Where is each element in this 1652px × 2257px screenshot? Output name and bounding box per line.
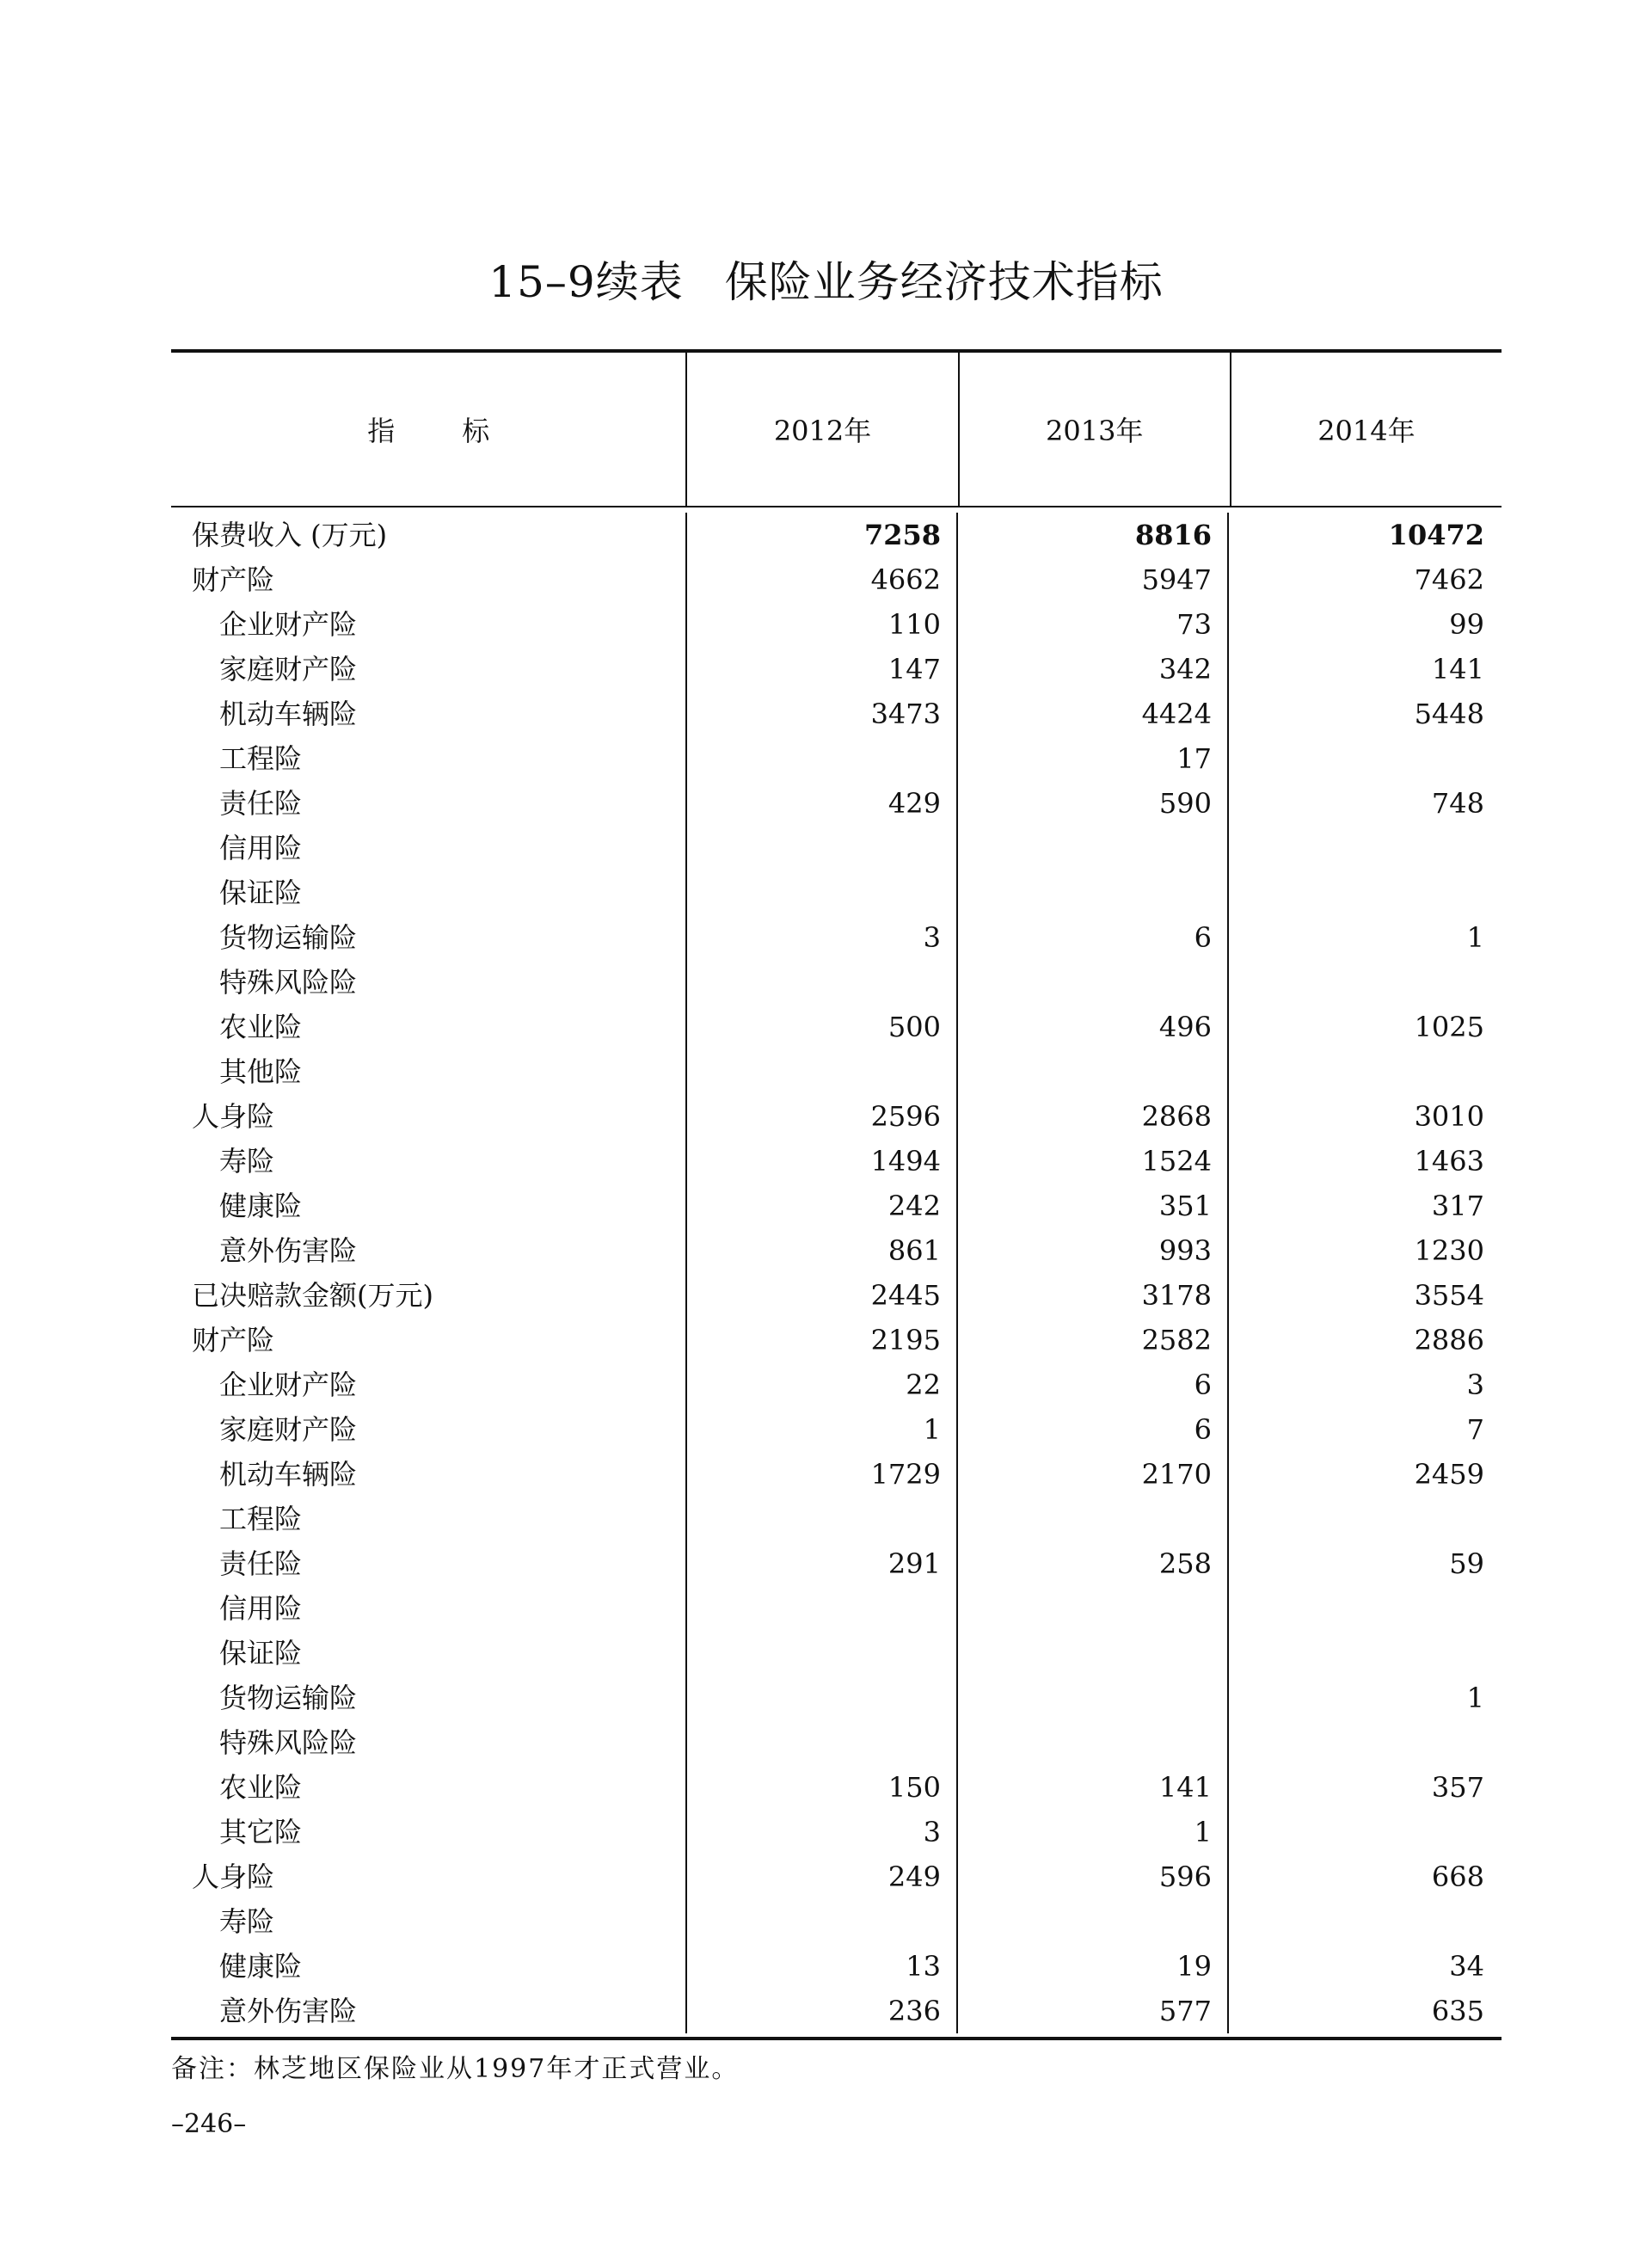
cell-value: 1524 (958, 1139, 1229, 1184)
cell-value: 496 (958, 1005, 1229, 1049)
cell-value: 1230 (1414, 1234, 1484, 1267)
cell-value: 3010 (1414, 1100, 1484, 1133)
cell-value (687, 1720, 958, 1765)
cell-value (958, 1049, 1229, 1094)
row-label: 信用险 (171, 1586, 687, 1631)
row-label: 健康险 (171, 1944, 687, 1989)
cell-value: 2886 (1414, 1324, 1484, 1356)
cell-value (1229, 1720, 1500, 1765)
cell-value: 141 (1431, 653, 1484, 686)
table-row (171, 1407, 1502, 1452)
table-row (171, 1586, 1502, 1631)
cell-value: 141 (958, 1765, 1229, 1810)
cell-value: 351 (958, 1184, 1229, 1228)
cell-value (1229, 1810, 1500, 1854)
cell-value (687, 870, 958, 915)
table-row (171, 1944, 1502, 1989)
cell-value: 2459 (1414, 1458, 1484, 1491)
cell-value: 236 (687, 1989, 958, 2033)
cell-value (1229, 1899, 1500, 1944)
cell-value (958, 1720, 1229, 1765)
row-label: 寿险 (171, 1899, 687, 1944)
cell-value: 1025 (1414, 1011, 1484, 1043)
table-row (171, 513, 1502, 557)
cell-value: 3178 (958, 1273, 1229, 1318)
indicator-table (171, 349, 1502, 2040)
cell-value: 2170 (958, 1452, 1229, 1497)
row-label: 财产险 (171, 557, 687, 602)
cell-value: 291 (687, 1541, 958, 1586)
table-code: 15–9续表 (488, 257, 684, 307)
cell-value: 577 (958, 1989, 1229, 2033)
cell-value: 3 (687, 915, 958, 960)
cell-value (687, 826, 958, 870)
cell-value (958, 1586, 1229, 1631)
cell-value: 249 (687, 1854, 958, 1899)
cell-value (687, 1049, 958, 1094)
cell-value: 6 (958, 1407, 1229, 1452)
row-label: 保证险 (171, 870, 687, 915)
cell-value: 59 (1449, 1547, 1484, 1580)
table-row (171, 1810, 1502, 1854)
header-year-2013: 2013年 (960, 353, 1231, 506)
cell-value: 2582 (958, 1318, 1229, 1362)
table-row (171, 1989, 1502, 2033)
cell-value: 6 (958, 1362, 1229, 1407)
table-row (171, 1362, 1502, 1407)
table-row (171, 826, 1502, 870)
cell-value: 3473 (687, 692, 958, 736)
cell-value: 596 (958, 1854, 1229, 1899)
row-label: 保证险 (171, 1631, 687, 1676)
cell-value: 10472 (1388, 519, 1484, 551)
table-row (171, 960, 1502, 1005)
table-row (171, 1273, 1502, 1318)
cell-value (958, 870, 1229, 915)
table-row (171, 1139, 1502, 1184)
cell-value: 34 (1449, 1950, 1484, 1983)
cell-value (958, 1497, 1229, 1541)
cell-value: 668 (1431, 1860, 1484, 1893)
row-label: 其它险 (171, 1810, 687, 1854)
cell-value (1229, 1497, 1500, 1541)
row-label: 意外伤害险 (171, 1989, 687, 2033)
cell-value: 8816 (958, 513, 1229, 557)
cell-value: 635 (1431, 1995, 1484, 2027)
cell-value: 19 (958, 1944, 1229, 1989)
table-row (171, 1318, 1502, 1362)
cell-value: 1463 (1414, 1145, 1484, 1178)
row-label: 货物运输险 (171, 1676, 687, 1720)
row-label: 特殊风险险 (171, 960, 687, 1005)
cell-value (687, 1497, 958, 1541)
cell-value (958, 1676, 1229, 1720)
cell-value: 317 (1431, 1190, 1484, 1222)
table-row (171, 1541, 1502, 1586)
row-label: 健康险 (171, 1184, 687, 1228)
cell-value: 748 (1431, 787, 1484, 820)
row-label: 机动车辆险 (171, 692, 687, 736)
cell-value: 150 (687, 1765, 958, 1810)
row-label: 人身险 (171, 1854, 687, 1899)
row-label: 货物运输险 (171, 915, 687, 960)
row-label: 工程险 (171, 1497, 687, 1541)
cell-value (1229, 1631, 1500, 1676)
cell-value: 2596 (687, 1094, 958, 1139)
table-row (171, 647, 1502, 692)
row-label: 已决赔款金额(万元) (171, 1273, 687, 1318)
table-row (171, 1497, 1502, 1541)
cell-value (958, 1631, 1229, 1676)
cell-value: 1 (958, 1810, 1229, 1854)
cell-value (958, 960, 1229, 1005)
table-row (171, 1720, 1502, 1765)
cell-value: 429 (687, 781, 958, 826)
table-row (171, 1854, 1502, 1899)
cell-value: 1494 (687, 1139, 958, 1184)
row-label: 企业财产险 (171, 602, 687, 647)
row-label: 信用险 (171, 826, 687, 870)
cell-value (958, 826, 1229, 870)
cell-value (1229, 736, 1500, 781)
table-row (171, 692, 1502, 736)
row-label: 农业险 (171, 1005, 687, 1049)
row-label: 特殊风险险 (171, 1720, 687, 1765)
header-year-2014: 2014年 (1317, 415, 1416, 447)
cell-value: 500 (687, 1005, 958, 1049)
cell-value: 3554 (1414, 1279, 1484, 1312)
table-row (171, 1005, 1502, 1049)
row-label: 寿险 (171, 1139, 687, 1184)
cell-value: 861 (687, 1228, 958, 1273)
cell-value: 7462 (1414, 563, 1484, 596)
cell-value: 4424 (958, 692, 1229, 736)
table-row (171, 870, 1502, 915)
cell-value: 6 (958, 915, 1229, 960)
cell-value (687, 1586, 958, 1631)
cell-value: 1 (1466, 921, 1484, 954)
cell-value: 17 (958, 736, 1229, 781)
table-row (171, 781, 1502, 826)
cell-value: 110 (687, 602, 958, 647)
cell-value: 99 (1449, 608, 1484, 641)
row-label: 人身险 (171, 1094, 687, 1139)
cell-value: 5947 (958, 557, 1229, 602)
cell-value (1229, 1586, 1500, 1631)
table-title: 保险业务经济技术指标 (724, 257, 1164, 307)
page-number: –246– (171, 2109, 247, 2139)
cell-value (1229, 1049, 1500, 1094)
cell-value (687, 960, 958, 1005)
cell-value: 3 (687, 1810, 958, 1854)
cell-value (687, 1676, 958, 1720)
cell-value: 7258 (687, 513, 958, 557)
cell-value: 242 (687, 1184, 958, 1228)
cell-value (1229, 960, 1500, 1005)
row-label: 其他险 (171, 1049, 687, 1094)
cell-value (1229, 826, 1500, 870)
cell-value: 993 (958, 1228, 1229, 1273)
table-row (171, 1631, 1502, 1676)
table-row (171, 1228, 1502, 1273)
table-row (171, 557, 1502, 602)
cell-value: 73 (958, 602, 1229, 647)
header-indicator: 指 标 (171, 353, 687, 506)
row-label: 意外伤害险 (171, 1228, 687, 1273)
table-row (171, 1184, 1502, 1228)
cell-value (687, 1899, 958, 1944)
cell-value: 7 (1466, 1413, 1484, 1446)
cell-value (958, 1899, 1229, 1944)
cell-value: 147 (687, 647, 958, 692)
cell-value: 1729 (687, 1452, 958, 1497)
cell-value: 2195 (687, 1318, 958, 1362)
cell-value: 22 (687, 1362, 958, 1407)
cell-value: 5448 (1414, 698, 1484, 730)
cell-value: 2868 (958, 1094, 1229, 1139)
table-row (171, 1452, 1502, 1497)
row-label: 农业险 (171, 1765, 687, 1810)
row-label: 保费收入 (万元) (171, 513, 687, 557)
table-body (171, 507, 1502, 2037)
cell-value: 3 (1466, 1368, 1484, 1401)
cell-value: 13 (687, 1944, 958, 1989)
cell-value (687, 1631, 958, 1676)
header-year-2012: 2012年 (687, 353, 959, 506)
table-row (171, 1899, 1502, 1944)
row-label: 责任险 (171, 781, 687, 826)
row-label: 家庭财产险 (171, 647, 687, 692)
cell-value (687, 736, 958, 781)
cell-value: 1 (1466, 1682, 1484, 1714)
cell-value: 357 (1431, 1771, 1484, 1804)
footnote: 备注：林芝地区保险业从1997年才正式营业。 (171, 2054, 740, 2084)
cell-value: 1 (687, 1407, 958, 1452)
table-row (171, 915, 1502, 960)
cell-value: 2445 (687, 1273, 958, 1318)
row-label: 工程险 (171, 736, 687, 781)
row-label: 财产险 (171, 1318, 687, 1362)
cell-value: 4662 (687, 557, 958, 602)
cell-value (1229, 870, 1500, 915)
table-header-row (171, 353, 1502, 506)
table-row (171, 1676, 1502, 1720)
table-bottom-rule (171, 2037, 1502, 2040)
cell-value: 258 (958, 1541, 1229, 1586)
table-row (171, 736, 1502, 781)
row-label: 企业财产险 (171, 1362, 687, 1407)
cell-value: 590 (958, 781, 1229, 826)
row-label: 家庭财产险 (171, 1407, 687, 1452)
page-title (0, 248, 1652, 310)
row-label: 责任险 (171, 1541, 687, 1586)
table-row (171, 1049, 1502, 1094)
row-label: 机动车辆险 (171, 1452, 687, 1497)
cell-value: 342 (958, 647, 1229, 692)
table-row (171, 1094, 1502, 1139)
table-row (171, 602, 1502, 647)
table-row (171, 1765, 1502, 1810)
